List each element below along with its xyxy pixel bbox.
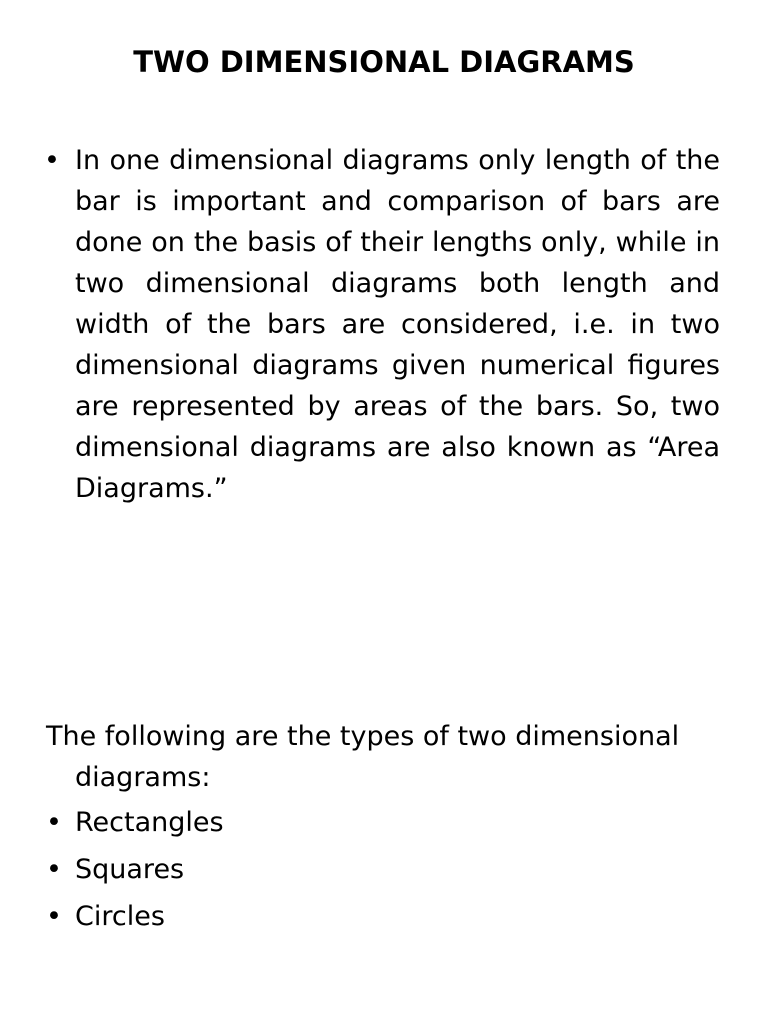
bullet-row (44, 140, 720, 509)
types-intro-text: The following are the types of two dimensional diagrams: (46, 721, 680, 793)
type-rectangles: Rectangles (75, 807, 224, 838)
list-item (46, 849, 736, 890)
slide-title: TWO DIMENSIONAL DIAGRAMS (133, 45, 635, 79)
bullet-dot-icon: • (46, 807, 62, 838)
definition-bullet (44, 140, 720, 509)
types-section (46, 716, 736, 943)
type-squares: Squares (75, 854, 185, 885)
type-circles: Circles (75, 901, 165, 932)
list-item (46, 802, 736, 843)
bullet-dot-icon: • (44, 145, 60, 176)
bullet-dot-icon: • (46, 901, 62, 932)
types-list (46, 802, 736, 937)
bullet-dot-icon: • (46, 854, 62, 885)
list-item (46, 896, 736, 937)
definition-paragraph: In one dimensional diagrams only length of the bar is important and comparison of bars are done on the basis of their lengths only, while in two dimensional diagrams both length and width of the bars are considered, i.e. in two dimensional diagrams given numerical figures are represented by areas of the bars. So, two dimensional diagrams are also known as “Area Diagrams.” (75, 145, 720, 504)
